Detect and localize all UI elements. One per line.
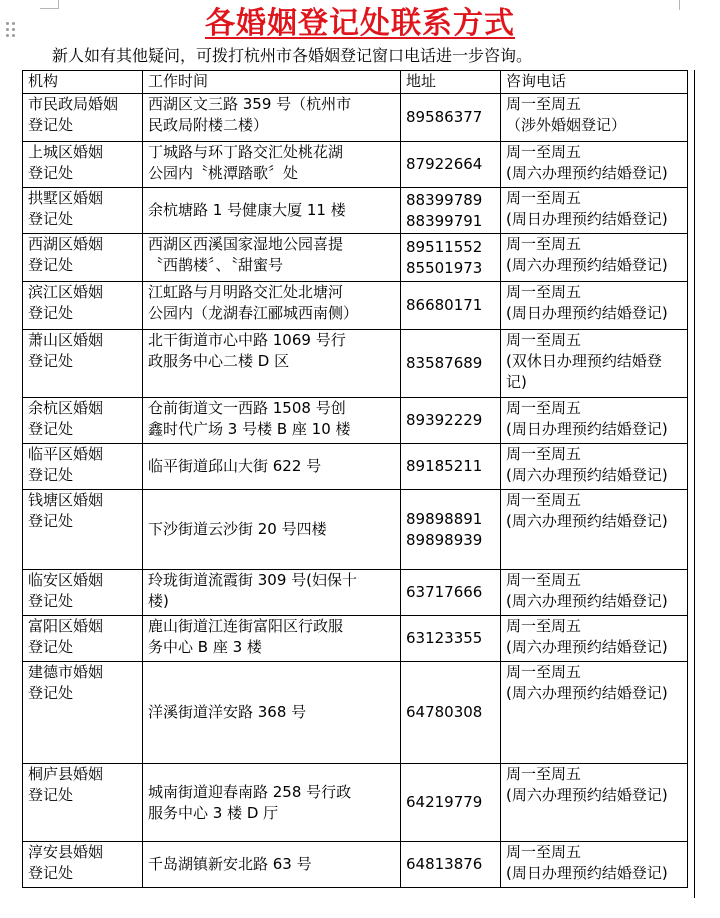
cell-hours	[501, 142, 688, 188]
cell-org	[23, 282, 143, 330]
cell-org-line: 登记处	[28, 352, 74, 370]
cell-hours-line: 记)	[506, 373, 527, 391]
cell-org	[23, 490, 143, 570]
cell-hours-line: (周六办理预约结婚登记)	[506, 164, 668, 182]
cell-hours-line: 周一至周五	[506, 331, 582, 349]
cell-phone-line: 64219779	[406, 793, 483, 811]
cell-hours-line: 周一至周五	[506, 491, 582, 509]
table-row	[23, 94, 688, 142]
cell-org-line: 登记处	[28, 210, 74, 228]
cell-phone-line: 63717666	[406, 583, 483, 601]
cell-org-line: 登记处	[28, 420, 74, 438]
cell-hours-line: (周日办理预约结婚登记)	[506, 210, 668, 228]
table-row	[23, 234, 688, 282]
cell-org-line: 登记处	[28, 256, 74, 274]
cell-address-line: 千岛湖镇新安北路 63 号	[148, 855, 312, 873]
cell-org-line: 拱墅区婚姻	[28, 189, 104, 207]
cell-hours	[501, 764, 688, 842]
cell-hours	[501, 398, 688, 444]
cell-hours	[501, 330, 688, 398]
cell-org	[23, 142, 143, 188]
cell-org-line: 登记处	[28, 786, 74, 804]
intro-text: 新人如有其他疑问，可拨打杭州市各婚姻登记窗口电话进一步咨询。	[52, 46, 533, 65]
cell-address-line: 洋溪街道洋安路 368 号	[148, 703, 307, 721]
table-row	[23, 570, 688, 616]
cell-hours-line: 周一至周五	[506, 283, 582, 301]
cell-hours-line: 周一至周五	[506, 663, 582, 681]
cell-hours-line: 周一至周五	[506, 571, 582, 589]
cell-address-line: 公园内〝桃潭踏歌〞处	[148, 164, 299, 182]
cell-address	[143, 234, 401, 282]
cell-org-line: 登记处	[28, 512, 74, 530]
cell-address-line: 民政局附楼二楼）	[148, 116, 269, 134]
cell-address-line: 服务中心 3 楼 D 厅	[148, 803, 279, 822]
header-org: 机构	[23, 71, 143, 94]
cell-hours-line: 周一至周五	[506, 445, 582, 463]
cell-hours-line: (周日办理预约结婚登记)	[506, 864, 668, 882]
cell-hours	[501, 842, 688, 888]
cell-address	[143, 142, 401, 188]
cell-hours	[501, 490, 688, 570]
table-row	[23, 330, 688, 398]
cell-hours	[501, 282, 688, 330]
cell-address-line: 城南街道迎春南路 258 号行政	[148, 782, 352, 801]
cell-phone	[401, 570, 501, 616]
cell-address	[143, 330, 401, 398]
table-row	[23, 616, 688, 662]
cell-phone-line: 89185211	[406, 457, 483, 475]
cell-phone-line: 87922664	[406, 155, 483, 173]
table-row	[23, 188, 688, 234]
cell-hours-line: (周日办理预约结婚登记)	[506, 304, 668, 322]
cell-phone-line: 88399791	[406, 211, 483, 230]
cell-org	[23, 398, 143, 444]
cell-address	[143, 764, 401, 842]
table-row	[23, 764, 688, 842]
cell-org	[23, 570, 143, 616]
cell-hours	[501, 570, 688, 616]
cell-org-line: 余杭区婚姻	[28, 399, 104, 417]
cell-org	[23, 662, 143, 764]
cell-hours	[501, 662, 688, 764]
cell-address-line: 玲珑街道流霞街 309 号(妇保十	[148, 571, 358, 589]
cell-phone-line: 88399789	[406, 190, 483, 209]
cell-org-line: 登记处	[28, 116, 74, 134]
cell-hours-line: (双休日办理预约结婚登	[506, 352, 662, 370]
cell-address	[143, 398, 401, 444]
table-row	[23, 142, 688, 188]
cell-phone-line: 89511552	[406, 237, 483, 256]
cell-org	[23, 764, 143, 842]
contacts-table	[22, 70, 688, 888]
table-header-row	[23, 71, 688, 94]
table-row	[23, 282, 688, 330]
cell-hours-line: 周一至周五	[506, 143, 582, 161]
cell-org-line: 登记处	[28, 466, 74, 484]
cell-hours	[501, 188, 688, 234]
cell-address-line: 临平街道邱山大街 622 号	[148, 457, 322, 475]
cell-org-line: 登记处	[28, 304, 74, 322]
cell-address-line: 西湖区西溪国家湿地公园喜提	[148, 235, 344, 253]
cell-phone-line: 89392229	[406, 411, 483, 429]
cell-address-line: 江虹路与月明路交汇处北塘河	[148, 283, 344, 301]
cell-phone-line: 89898891	[406, 509, 483, 528]
cell-phone-line: 85501973	[406, 258, 483, 277]
cell-org-line: 淳安县婚姻	[28, 843, 104, 861]
cell-org-line: 西湖区婚姻	[28, 235, 104, 253]
table-row	[23, 398, 688, 444]
cell-phone	[401, 490, 501, 570]
cell-address	[143, 94, 401, 142]
cell-hours	[501, 444, 688, 490]
table-row	[23, 662, 688, 764]
cell-phone	[401, 330, 501, 398]
cell-hours-line: 周一至周五	[506, 843, 582, 861]
cell-phone-line: 86680171	[406, 296, 483, 314]
cell-phone	[401, 842, 501, 888]
cell-phone	[401, 616, 501, 662]
cell-address-line: 丁城路与环丁路交汇处桃花湖	[148, 143, 344, 161]
cell-hours	[501, 94, 688, 142]
cell-phone	[401, 142, 501, 188]
cell-address-line: 下沙街道云沙街 20 号四楼	[148, 520, 327, 538]
cell-org-line: 临平区婚姻	[28, 445, 104, 463]
table-body	[23, 94, 688, 888]
cell-address	[143, 842, 401, 888]
cell-hours-line: (周六办理预约结婚登记)	[506, 466, 668, 484]
cell-org-line: 富阳区婚姻	[28, 617, 104, 635]
cell-address	[143, 616, 401, 662]
cell-org-line: 登记处	[28, 684, 74, 702]
cell-org-line: 登记处	[28, 592, 74, 610]
cell-phone	[401, 94, 501, 142]
cell-org	[23, 616, 143, 662]
cell-org-line: 上城区婚姻	[28, 143, 104, 161]
cell-hours-line: (周六办理预约结婚登记)	[506, 638, 668, 656]
header-phone: 咨询电话	[501, 71, 688, 94]
cell-phone	[401, 662, 501, 764]
cell-hours-line: 周一至周五	[506, 765, 582, 783]
cell-address-line: 鹿山街道江连街富阳区行政服	[148, 617, 344, 635]
cell-hours-line: 周一至周五	[506, 189, 582, 207]
cell-address-line: 政服务中心二楼 D 区	[148, 352, 290, 370]
cell-address-line: 公园内（龙湖春江郦城西南侧）	[148, 304, 359, 322]
cell-phone	[401, 444, 501, 490]
cell-org-line: 萧山区婚姻	[28, 331, 104, 349]
cell-phone	[401, 764, 501, 842]
cell-address	[143, 282, 401, 330]
cell-hours-line: (周六办理预约结婚登记)	[506, 512, 668, 530]
cell-address	[143, 188, 401, 234]
cell-hours-line: 周一至周五	[506, 235, 582, 253]
cell-phone-line: 64780308	[406, 703, 483, 721]
cell-phone-line: 63123355	[406, 629, 483, 647]
page-title: 各婚姻登记处联系方式	[205, 6, 515, 41]
cell-address	[143, 570, 401, 616]
cell-org	[23, 234, 143, 282]
cell-address	[143, 662, 401, 764]
cell-hours-line: (周日办理预约结婚登记)	[506, 420, 668, 438]
cell-hours-line: 周一至周五	[506, 399, 582, 417]
page-margin-rule	[694, 70, 695, 898]
cell-hours-line: (周六办理预约结婚登记)	[506, 786, 668, 804]
cell-hours	[501, 234, 688, 282]
cell-org	[23, 842, 143, 888]
cell-address-line: 务中心 B 座 3 楼	[148, 638, 262, 656]
cell-org-line: 登记处	[28, 638, 74, 656]
cell-org-line: 登记处	[28, 164, 74, 182]
cell-org-line: 桐庐县婚姻	[28, 765, 104, 783]
cell-org-line: 建德市婚姻	[28, 663, 104, 681]
cell-org-line: 临安区婚姻	[28, 571, 104, 589]
cell-org-line: 滨江区婚姻	[28, 283, 104, 301]
cell-hours	[501, 616, 688, 662]
cell-address	[143, 490, 401, 570]
cell-org-line: 钱塘区婚姻	[28, 491, 104, 509]
cell-address-line: 西湖区文三路 359 号（杭州市	[148, 95, 352, 113]
cell-address	[143, 444, 401, 490]
cell-org-line: 市民政局婚姻	[28, 95, 119, 113]
cell-address-line: 鑫时代广场 3 号楼 B 座 10 楼	[148, 420, 351, 438]
cell-hours-line: 周一至周五	[506, 95, 582, 113]
cell-phone-line: 64813876	[406, 855, 483, 873]
cell-hours-line: （涉外婚姻登记）	[506, 116, 627, 134]
header-hours: 工作时间	[143, 71, 401, 94]
cell-org	[23, 330, 143, 398]
cell-hours-line: (周六办理预约结婚登记)	[506, 684, 668, 702]
cell-org	[23, 94, 143, 142]
cell-phone-line: 89586377	[406, 108, 483, 126]
cell-phone-line: 89898939	[406, 530, 483, 549]
cell-address-line: 仓前街道文一西路 1508 号创	[148, 399, 346, 417]
cell-hours-line: (周六办理预约结婚登记)	[506, 592, 668, 610]
cell-phone	[401, 188, 501, 234]
table-row	[23, 842, 688, 888]
header-address: 地址	[401, 71, 501, 94]
table-row	[23, 490, 688, 570]
cell-org	[23, 188, 143, 234]
cell-address-line: 余杭塘路 1 号健康大厦 11 楼	[148, 201, 346, 219]
table-row	[23, 444, 688, 490]
cell-phone	[401, 398, 501, 444]
cell-address-line: 北干街道市心中路 1069 号行	[148, 331, 346, 349]
cell-hours-line: 周一至周五	[506, 617, 582, 635]
cell-phone-line: 83587689	[406, 354, 483, 372]
cell-address-line: 楼)	[148, 592, 169, 610]
cell-phone	[401, 282, 501, 330]
cell-phone	[401, 234, 501, 282]
cell-address-line: 〝西鹊楼〞、〝甜蜜号	[148, 256, 284, 274]
cell-org-line: 登记处	[28, 864, 74, 882]
cell-org	[23, 444, 143, 490]
cell-hours-line: (周六办理预约结婚登记)	[506, 256, 668, 274]
